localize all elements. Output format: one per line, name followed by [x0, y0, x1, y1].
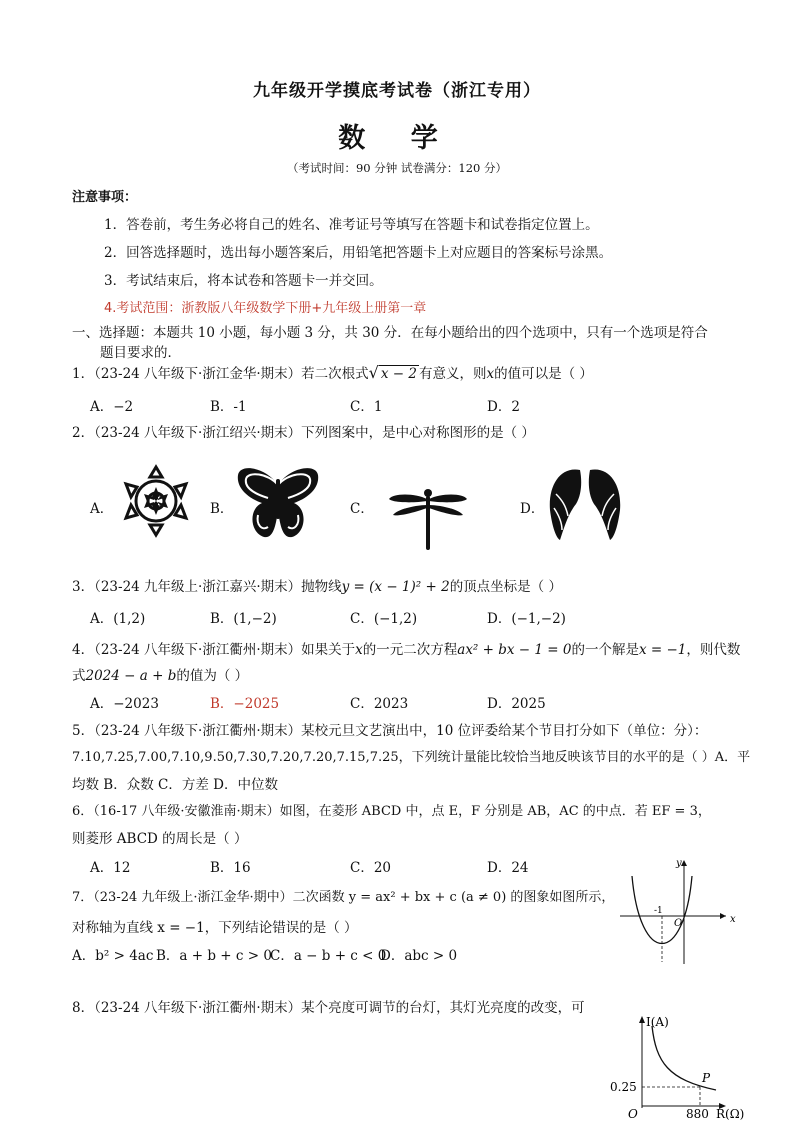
- question-3-text-b: 的顶点坐标是（ ）: [449, 579, 562, 595]
- option-d: D．(−1,−2): [487, 611, 566, 627]
- note-item: 3．考试结束后，将本试卷和答题卡一并交回。: [104, 273, 383, 289]
- tick-label: -1: [654, 906, 663, 916]
- note-item: 1．答卷前，考生务必将自己的姓名、准考证号等填写在答题卡和试卷指定位置上。: [104, 217, 599, 233]
- option-d: D．24: [487, 860, 529, 876]
- section-heading: 一、选择题：本题共 10 小题，每小题 3 分，共 30 分．在每小题给出的四个选项中，只有一个选项是符合: [72, 325, 708, 341]
- option-a: A．−2023: [90, 696, 159, 712]
- option-a: A．b² > 4ac: [72, 948, 154, 964]
- option-b: B．-1: [210, 399, 247, 415]
- question-1-text-b: 有意义，则: [418, 366, 487, 382]
- question-7-line2: 对称轴为直线 x = −1，下列结论错误的是（ ）: [72, 920, 358, 936]
- q4-text: ，则代数: [686, 642, 741, 658]
- option-a: A．12: [90, 860, 131, 876]
- x-value-label: 880: [686, 1107, 709, 1121]
- x-axis-label: x: [730, 914, 736, 925]
- question-5-line3: 均数 B．众数 C．方差 D．中位数: [72, 777, 278, 793]
- option-c: C．20: [350, 860, 392, 876]
- point-label: P: [702, 1071, 711, 1085]
- y-axis-label: I(A): [646, 1015, 669, 1029]
- sqrt-sign: √: [368, 363, 379, 382]
- notes-heading: 注意事项：: [72, 190, 138, 205]
- question-3-text-a: 3．（23-24 九年级上·浙江嘉兴·期末）抛物线: [72, 579, 342, 595]
- origin-label: O: [628, 1107, 638, 1121]
- option-b: B．16: [210, 860, 251, 876]
- option-a: A．−2: [90, 399, 134, 415]
- section-heading-cont: 题目要求的．: [100, 345, 181, 361]
- option-d: D．2025: [487, 696, 546, 712]
- option-b: B．(1,−2): [210, 611, 277, 627]
- question-3-stem: [72, 575, 562, 595]
- question-5-line1: 5．（23-24 八年级下·浙江衢州·期末）某校元旦文艺演出中，10 位评委给某个节目打分如下（单位：分）：: [72, 723, 708, 739]
- question-6-line2: 则菱形 ABCD 的周长是（ ）: [72, 831, 248, 847]
- option-d: D．abc > 0: [380, 948, 458, 964]
- y-value-label: 0.25: [610, 1080, 637, 1094]
- question-1-stem: [72, 362, 593, 382]
- dragonfly-icon: [387, 487, 469, 551]
- y-axis-arrow: [639, 1016, 645, 1023]
- question-5-line2: 7.10,7.25,7.00,7.10,9.50,7.30,7.20,7.20,7.15,7.25，下列统计量能比较恰当地反映该节目的水平的是（ ）A．平: [72, 750, 751, 765]
- butterfly-icon: [236, 465, 320, 541]
- origin-label: O: [674, 918, 683, 929]
- note-item: 2．回答选择题时，选出每小题答案后，用铅笔把答题卡上对应题目的答案标号涂黑。: [104, 245, 613, 261]
- question-6-line1: 6．（16-17 八年级·安徽淮南·期末）如图，在菱形 ABCD 中，点 E，F 分别是 AB，AC 的中点．若 EF = 3，: [72, 804, 711, 819]
- subject-title: 数 学: [338, 123, 456, 154]
- option-b: B．a + b + c > 0: [156, 948, 272, 964]
- q4-expression: 2024 − a + b: [85, 668, 177, 684]
- q4-text: 式: [72, 668, 86, 684]
- question-2-stem: 2．（23-24 八年级下·浙江绍兴·期末）下列图案中，是中心对称图形的是（ ）: [72, 425, 535, 441]
- q4-root: x = −1: [638, 642, 687, 658]
- q4-text: 的一元二次方程: [362, 642, 458, 658]
- y-axis-arrow: [681, 860, 687, 866]
- question-1-radicand: x − 2: [380, 366, 417, 382]
- y-axis-label: y: [676, 858, 682, 869]
- question-3-formula: y = (x − 1)² + 2: [341, 579, 450, 595]
- q4-equation: ax² + bx − 1 = 0: [457, 642, 572, 658]
- question-4-line2: [72, 664, 248, 684]
- question-8-line1: 8．（23-24 八年级下·浙江衢州·期末）某个亮度可调节的台灯，其灯光亮度的改变，可: [72, 1000, 585, 1016]
- option-c: C．: [350, 501, 374, 517]
- option-a: A．: [90, 501, 114, 517]
- q4-text: 4．（23-24 八年级下·浙江衢州·期末）如果关于: [72, 642, 356, 658]
- option-b: B．−2025: [210, 696, 280, 712]
- option-c: C．2023: [350, 696, 409, 712]
- question-7-line1: 7．（23-24 九年级上·浙江金华·期中）二次函数 y = ax² + bx + c (a ≠ 0) 的图象如图所示，: [72, 890, 615, 905]
- option-b: B．: [210, 501, 234, 517]
- question-1-text-c: 的值可以是（ ）: [494, 366, 593, 382]
- question-4-line1: [72, 638, 740, 658]
- snowflake-pattern-icon: [118, 463, 194, 539]
- option-d: D．2: [487, 399, 520, 415]
- option-c: C．a − b + c < 0: [270, 948, 387, 964]
- x-axis-label: R(Ω): [716, 1107, 745, 1121]
- option-a: A．(1,2): [90, 611, 146, 627]
- wings-icon: [546, 464, 624, 542]
- q4-var: x: [355, 642, 363, 658]
- option-d: D．: [520, 501, 545, 517]
- option-c: C．1: [350, 399, 383, 415]
- current-resistance-graph: [606, 1010, 776, 1122]
- parabola-graph: [618, 856, 736, 968]
- exam-time-info: （考试时间：90 分钟 试卷满分：120 分）: [286, 161, 508, 175]
- q4-text: 的一个解是: [571, 642, 639, 658]
- question-1-var: x: [486, 366, 495, 382]
- exam-title: 九年级开学摸底考试卷（浙江专用）: [253, 81, 541, 101]
- q4-text: 的值为（ ）: [176, 668, 249, 684]
- option-c: C．(−1,2): [350, 611, 418, 627]
- question-1-text-a: 1．（23-24 八年级下·浙江金华·期末）若二次根式: [72, 366, 369, 382]
- note-exam-scope: 4.考试范围：浙教版八年级数学下册+九年级上册第一章: [104, 301, 427, 316]
- x-axis-arrow: [720, 913, 726, 919]
